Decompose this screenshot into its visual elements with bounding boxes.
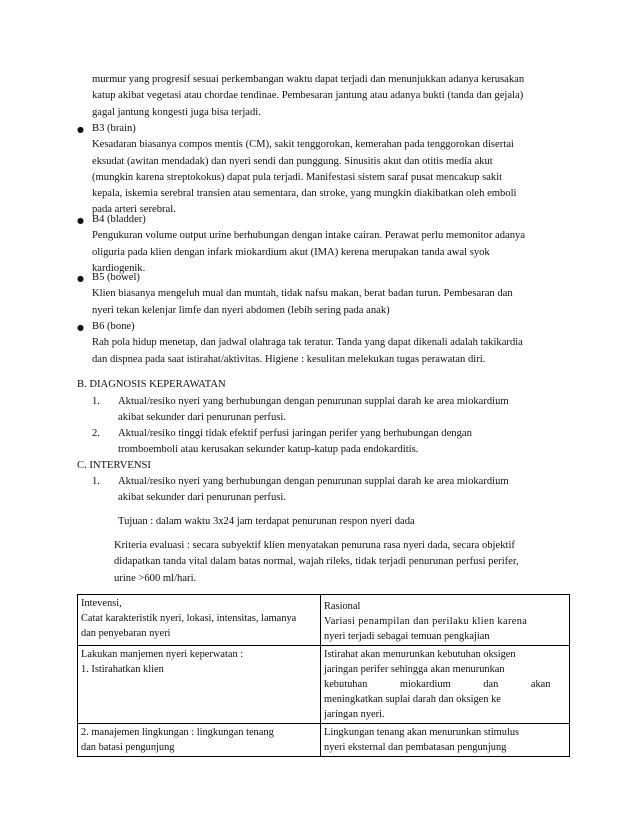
bullet-b6 — [92, 319, 572, 368]
text-line: dan dispnea pada saat istirahat/aktivitas. Higiene : kesulitan melekukan tugas perawatan diri. — [92, 353, 486, 365]
bullet-icon: ● — [77, 216, 84, 225]
cell-line: Rasional — [324, 601, 361, 612]
cell-line: Catat karakteristik nyeri, lokasi, intensitas, lamanya — [81, 613, 297, 624]
table-row — [78, 724, 570, 757]
table-cell-rasional — [321, 595, 570, 646]
bullet-icon: ● — [77, 274, 84, 283]
intro-paragraph — [92, 72, 572, 121]
text-line: kepala, iskemia serebral transien atau sementara, dan stroke, yang mungkin diakibatkan oleh emboli — [92, 188, 517, 200]
text-line: murmur yang progresif sesuai perkembangan waktu dapat terjadi dan menunjukkan adanya kerusakan — [92, 74, 525, 85]
text-line: Klien biasanya mengeluh mual dan muntah, tidak nafsu makan, berat badan turun. Pembesaran dan — [92, 288, 513, 300]
bullet-b4 — [92, 212, 572, 277]
table-row — [78, 595, 570, 646]
list-number: 1. — [92, 396, 100, 407]
cell-line: dan batasi pengunjung — [81, 742, 175, 753]
bullet-title: B4 (bladder) — [92, 214, 146, 225]
cell-line: Lingkungan tenang akan menurunkan stimulus — [324, 727, 520, 738]
cell-line: Variasi penampilan dan perilaku klien karena — [324, 616, 528, 627]
cell-line: meningkatkan suplai darah dan oksigen ke — [324, 694, 501, 705]
text-line: oliguria pada klien dengan infark miokardium akut (IMA) kerena merupakan tanda awal syok — [92, 246, 490, 258]
section-heading-intervensi: C. INTERVENSI — [77, 460, 151, 471]
text-line: Kriteria evaluasi : secara subyektif klien menyatakan penuruna rasa nyeri dada, secara objektif — [114, 540, 515, 551]
bullet-icon: ● — [77, 323, 84, 332]
diagnosis-item-1 — [118, 394, 573, 427]
text-line: akibat sekunder dari penurunan perfusi. — [118, 492, 286, 504]
table-row — [78, 646, 570, 724]
text-line: urine >600 ml/hari. — [114, 572, 197, 584]
table-cell-rasional — [321, 724, 570, 757]
text-line: Aktual/resiko nyeri yang berhubungan dengan penurunan supplai darah ke area miokardium — [118, 396, 509, 407]
tujuan-text: Tujuan : dalam waktu 3x24 jam terdapat penurunan respon nyeri dada — [118, 516, 415, 527]
table-cell-intervensi — [78, 646, 321, 724]
text-line: gagal jantung kongesti juga bisa terjadi. — [92, 106, 261, 118]
bullet-title: B6 (bone) — [92, 321, 135, 332]
text-line: Kesadaran biasanya compos mentis (CM), sakit tenggorokan, kemerahan pada tenggorokan disertai — [92, 139, 514, 151]
text-line: Rah pola hidup menetap, dan jadwal olahraga tak teratur. Tanda yang dapat dikenali adalah takikardia — [92, 337, 523, 349]
text-line: Aktual/resiko tinggi tidak efektif perfusi jaringan perifer yang berhubungan dengan — [118, 428, 472, 439]
bullet-title: B3 (brain) — [92, 123, 136, 134]
cell-line: Intevensi, — [81, 598, 122, 609]
bullet-title: B5 (bowel) — [92, 272, 140, 283]
table-cell-intervensi — [78, 724, 321, 757]
text-line: eksudat (awitan mendadak) dan nyeri sendi dan punggung. Sinusitis akut dan otitis media akut — [92, 155, 493, 167]
cell-line: 1. Istirahatkan klien — [81, 664, 164, 675]
text-line: nyeri tekan kelenjar limfe dan nyeri abdomen (lebih sering pada anak) — [92, 304, 390, 316]
table-cell-intervensi — [78, 595, 321, 646]
text-line: didapatkan tanda vital dalam batas normal, wajah rileks, tidak terjadi penurunan perfusi perifer, — [114, 556, 519, 568]
intervention-table — [77, 594, 570, 757]
cell-line: nyeri eksternal dan pembatasan pengunjung — [324, 742, 507, 753]
bullet-b3 — [92, 121, 572, 219]
intervensi-item-1 — [118, 474, 573, 507]
bullet-b5 — [92, 270, 572, 319]
text-line: katup akibat vegetasi atau chordae tendinae. Pembesaran jantung atau adanya bukti (tanda dan gejala) — [92, 90, 524, 102]
text-line: akibat sekunder dari penurunan perfusi. — [118, 412, 286, 424]
list-number: 2. — [92, 428, 100, 439]
cell-line: 2. manajemen lingkungan : lingkungan tenang — [81, 727, 274, 738]
text-line: tromboemboli atau kerusakan sekunder katup-katup pada endokarditis. — [118, 444, 419, 456]
cell-line: dan penyebaran nyeri — [81, 628, 171, 639]
text-line: pada arteri serebral. — [92, 204, 176, 216]
bullet-icon: ● — [77, 125, 84, 134]
section-heading-diagnosis: B. DIAGNOSIS KEPERAWATAN — [77, 379, 226, 390]
diagnosis-item-2 — [118, 426, 573, 459]
text-line: kardiogenik. — [92, 262, 146, 274]
text-line: Aktual/resiko nyeri yang berhubungan dengan penurunan supplai darah ke area miokardium — [118, 476, 509, 487]
cell-line: jaringan perifer sehingga akan menurunkan — [324, 664, 505, 675]
cell-line: nyeri terjadi sebagai temuan pengkajian — [324, 631, 490, 642]
text-line: (mungkin karena streptokokus) dapat pula terjadi. Manifestasi sistem saraf pusat mencakup sakit — [92, 171, 503, 183]
cell-line: Istirahat akan menurunkan kebutuhan oksigen — [324, 649, 516, 660]
list-number: 1. — [92, 476, 100, 487]
cell-line: kebutuhan miokardium dan akan — [324, 679, 551, 690]
text-line: Pengukuran volume output urine berhubungan dengan intake cairan. Perawat perlu memonitor adanya — [92, 230, 526, 242]
table-cell-rasional — [321, 646, 570, 724]
cell-line: Lakukan manjemen nyeri keperwatan : — [81, 649, 244, 660]
kriteria-evaluasi — [114, 538, 570, 587]
cell-line: jaringan nyeri. — [324, 709, 385, 720]
